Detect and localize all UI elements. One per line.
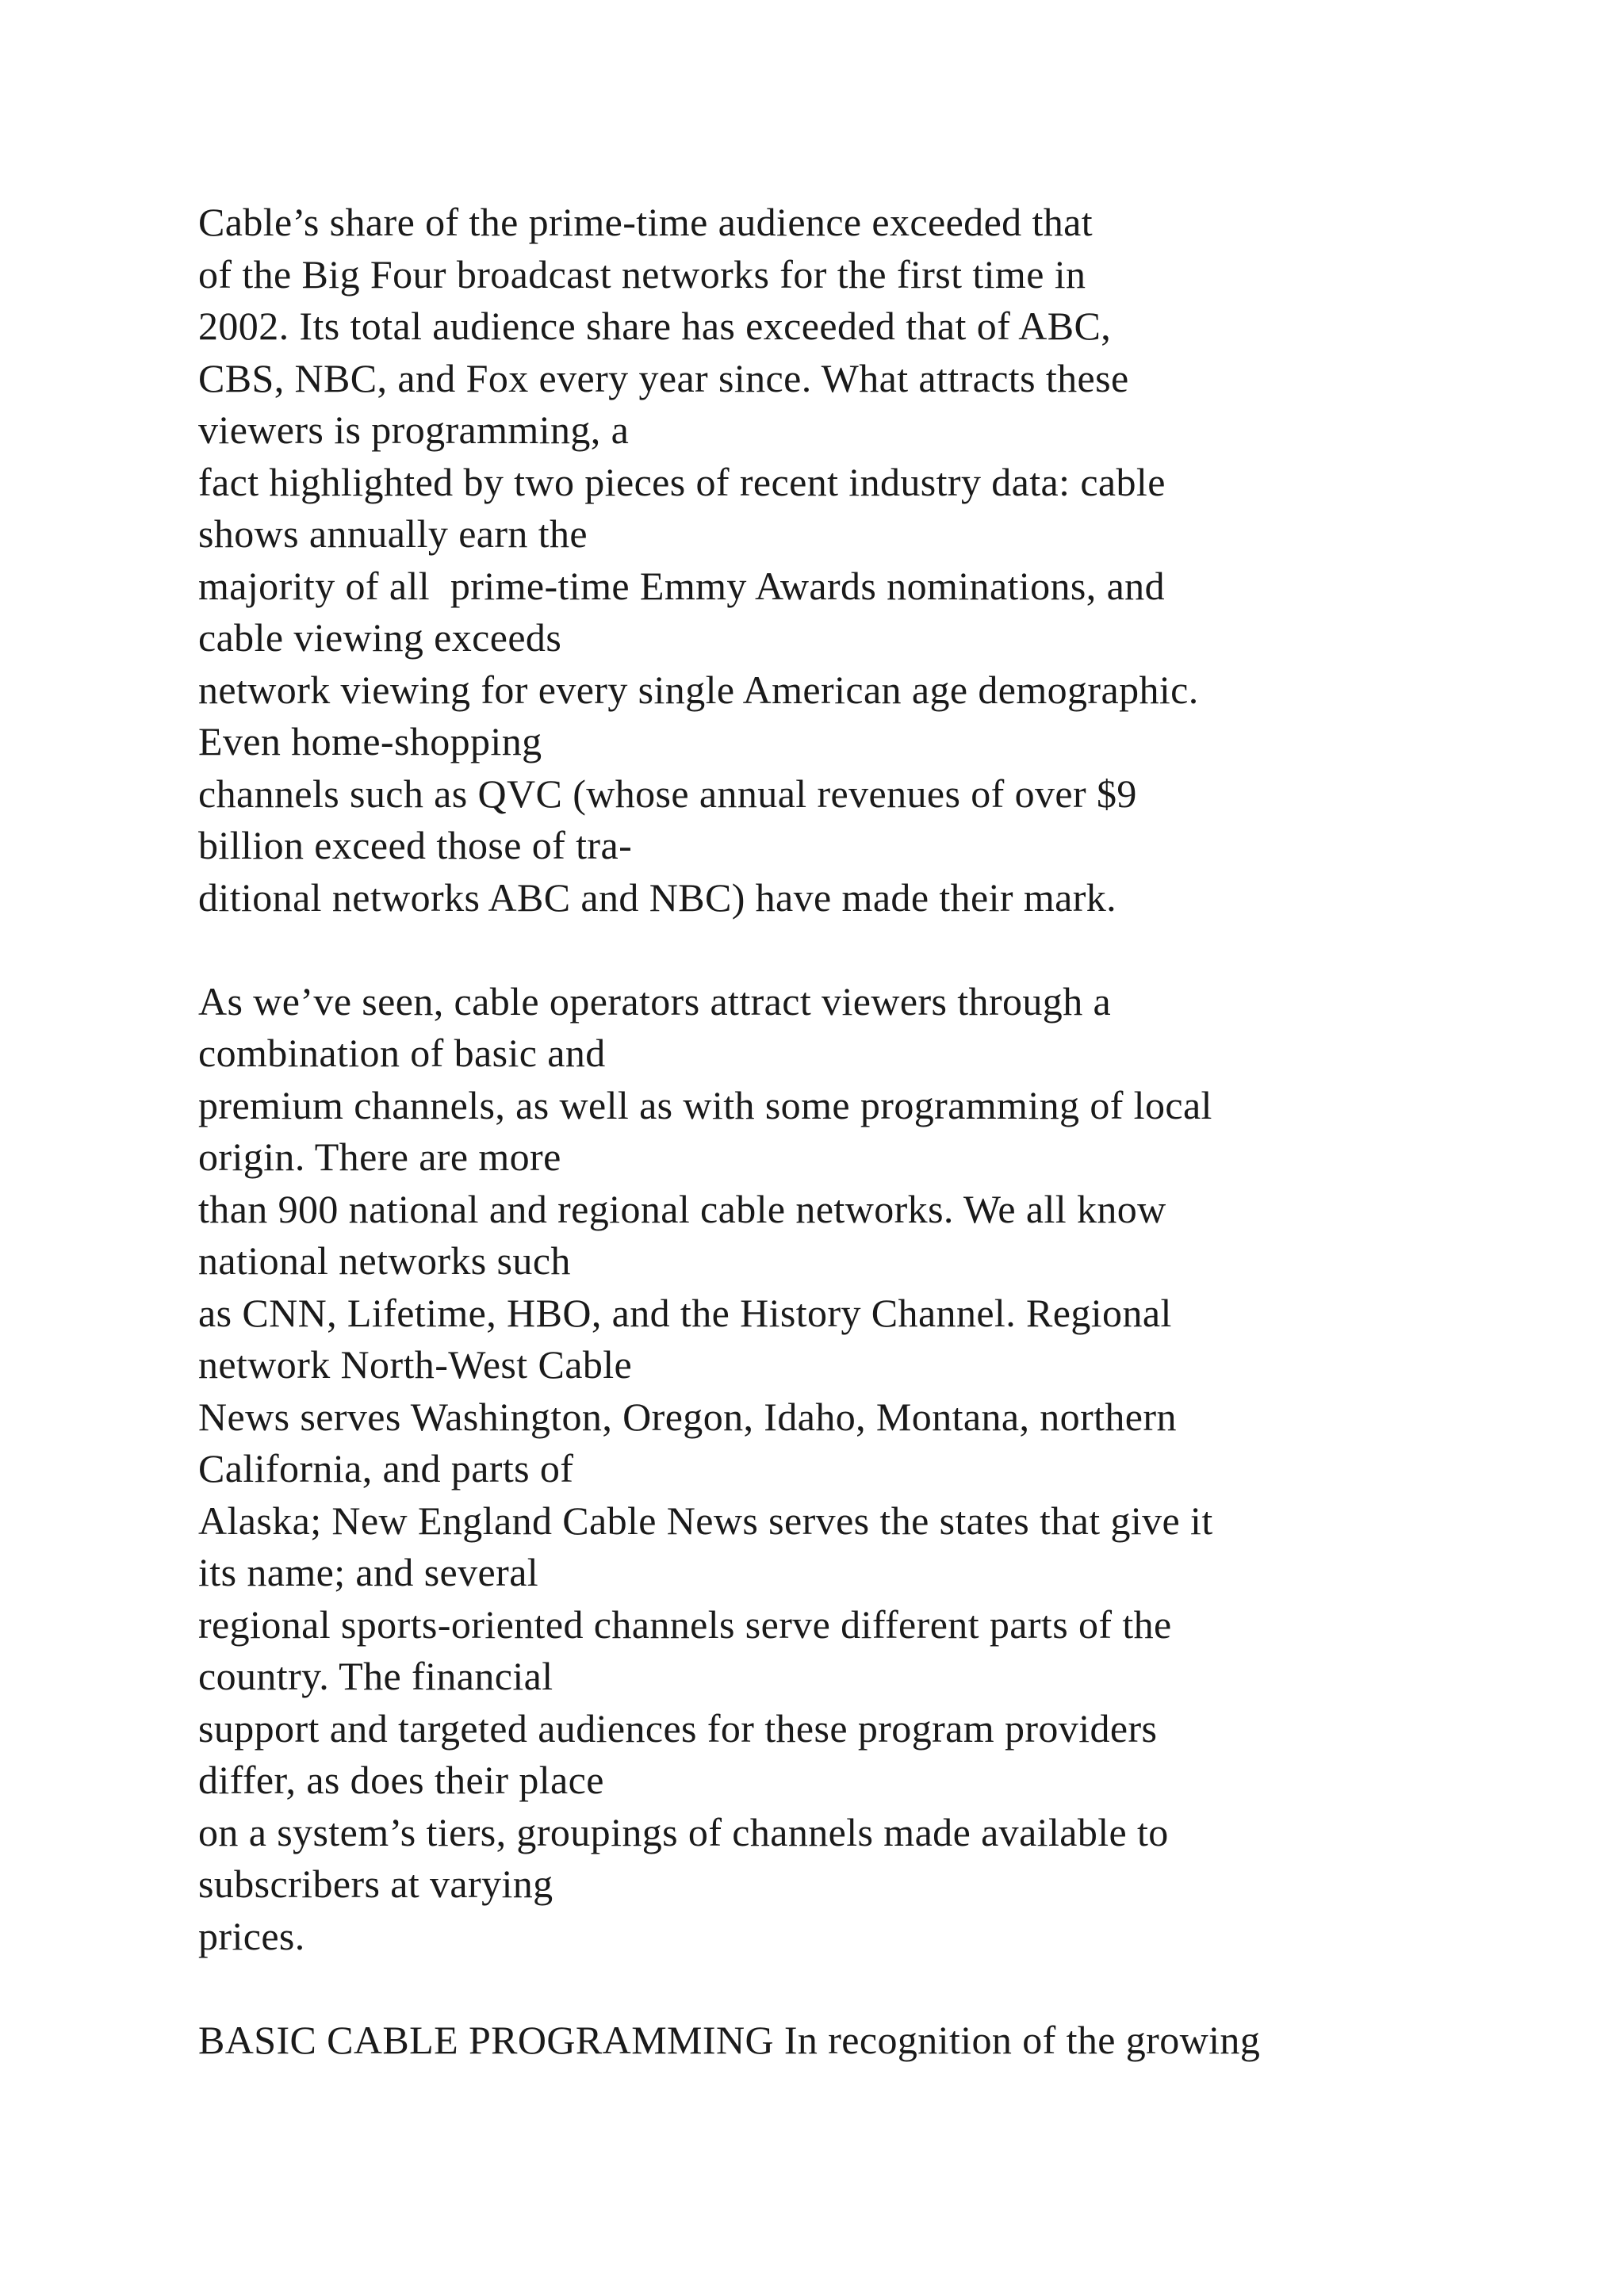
text-line: viewers is programming, a (198, 408, 630, 452)
document-body (198, 197, 1507, 2066)
text-line: as CNN, Lifetime, HBO, and the History Channel. Regional (198, 1290, 1172, 1335)
text-line: network North-West Cable (198, 1342, 633, 1387)
text-line: California, and parts of (198, 1446, 574, 1490)
text-line: majority of all prime-time Emmy Awards nominations, and (198, 563, 1165, 608)
paragraph-3 (198, 2015, 1507, 2067)
text-line: differ, as does their place (198, 1758, 604, 1802)
text-line: national networks such (198, 1238, 571, 1283)
text-line: CBS, NBC, and Fox every year since. What attracts these (198, 355, 1129, 400)
paragraph-gap (198, 1962, 1507, 2015)
text-line: than 900 national and regional cable networks. We all know (198, 1186, 1166, 1231)
text-line: 2002. Its total audience share has exceeded that of ABC, (198, 304, 1112, 348)
text-line: BASIC CABLE PROGRAMMING In recognition of the growing (198, 2017, 1261, 2062)
text-line: its name; and several (198, 1550, 539, 1594)
text-line: subscribers at varying (198, 1862, 553, 1906)
text-line: prices. (198, 1913, 305, 1958)
text-line: on a system’s tiers, groupings of channels made available to (198, 1809, 1169, 1854)
text-line: shows annually earn the (198, 511, 588, 556)
text-line: regional sports-oriented channels serve different parts of the (198, 1601, 1172, 1647)
paragraph-1 (198, 197, 1507, 924)
text-line: country. The financial (198, 1654, 553, 1698)
text-line: support and targeted audiences for these program providers (198, 1705, 1158, 1751)
text-line: ditional networks ABC and NBC) have made their mark. (198, 874, 1117, 920)
text-line: Alaska; New England Cable News serves the states that give it (198, 1498, 1213, 1543)
text-line: News serves Washington, Oregon, Idaho, Montana, northern (198, 1394, 1177, 1439)
text-line: Cable’s share of the prime-time audience exceeded that (198, 200, 1094, 244)
paragraph-2 (198, 976, 1507, 1963)
text-line: cable viewing exceeds (198, 615, 562, 660)
text-line: billion exceed those of tra- (198, 823, 633, 867)
text-line: of the Big Four broadcast networks for the first time in (198, 251, 1086, 297)
text-line: As we’ve seen, cable operators attract viewers through a (198, 978, 1112, 1024)
text-line: premium channels, as well as with some programming of local (198, 1082, 1212, 1127)
text-line: network viewing for every single American age demographic. (198, 667, 1199, 712)
text-line: channels such as QVC (whose annual revenues of over $9 (198, 771, 1137, 816)
text-line: combination of basic and (198, 1031, 606, 1075)
text-line: origin. There are more (198, 1135, 561, 1179)
text-line: Even home-shopping (198, 719, 542, 763)
text-line: fact highlighted by two pieces of recent industry data: cable (198, 459, 1166, 504)
paragraph-gap (198, 924, 1507, 976)
